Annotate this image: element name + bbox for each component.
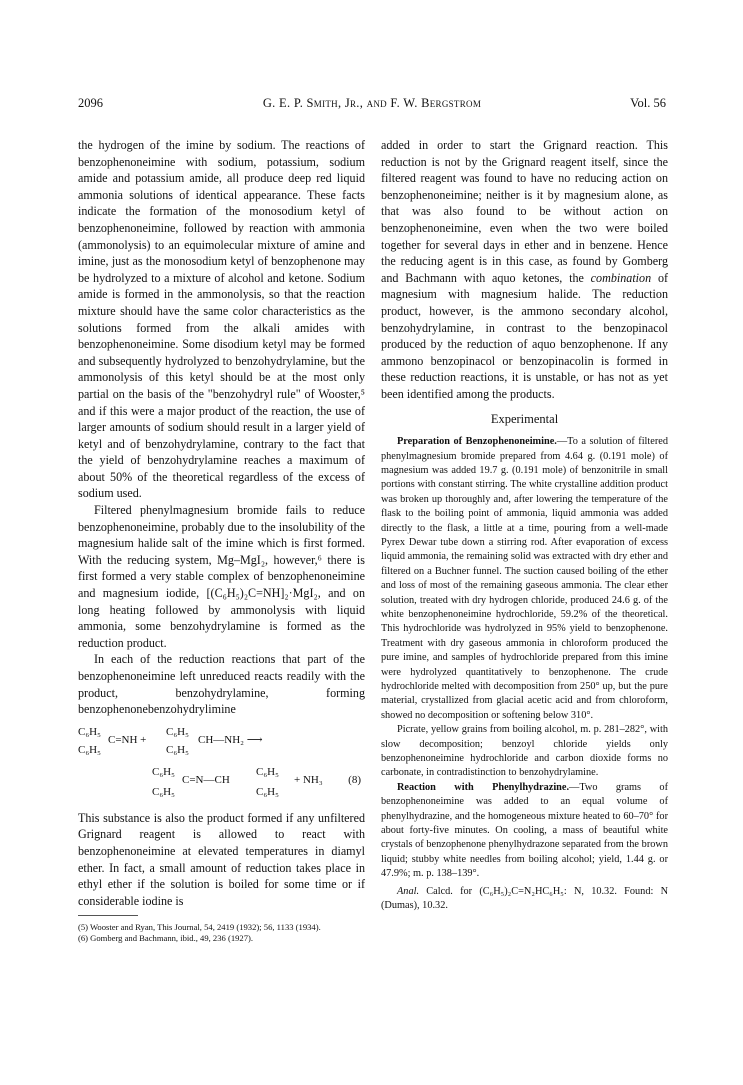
eq-text: C₆H₅ bbox=[152, 785, 175, 798]
paragraph: Picrate, yellow grains from boiling alcohol, m. p. 281–282°, with slow decomposition; benzoyl chloride yields only benzophenoneimine hydrochloride and carbon dioxide forms no carbonate, in contradistinction to benzohydrylamine. bbox=[381, 724, 668, 779]
paragraph: In each of the reduction reactions that part of the benzophenoneimine left unreduced reacts readily with the product, benzohydrylamine, forming benzophenonebenzohydrylimine bbox=[78, 652, 365, 717]
paragraph: the hydrogen of the imine by sodium. The reactions of benzophenoneimine with sodium, potassium, sodium amide and potassium amide, all produce deep red liquid ammonia solutions of identical appearance. These facts indicate the formation of the monosodium ketyl of benzophenoneimine, followed by reaction with ammonia (ammonolysis) to an equimolecular mixture of amine and imine, just as the monosodium ketyl of benzophenone may be hydrolyzed to a mixture of alcohol and ketone. Sodium amide is formed in the ammonolysis, so that the reaction mixture should have the same color characteristics as the solutions formed from the alkali amides with benzophenoneimine. Some disodium ketyl may be formed and subsequently hydrolyzed to benzohydrylamine, but the ammonolysis of this ketyl should be at the most only partial on the basis of the "benzohydryl rule" of Wooster,⁵ and if this were a major product of the reaction, the use of larger amounts of sodium should result in a larger yield of ketyl and of benzohydrylamine, contrary to the fact that the yield of benzohydrylamine reaches a maximum of about 50% of the theoretical regardless of the excess of sodium used. bbox=[78, 138, 365, 501]
text-span: Calcd. for (C₆H₅)₂C=N₂HC₆H₅: N, 10.32. Found: N (Dumas), 10.32. bbox=[381, 885, 669, 912]
experimental-section bbox=[381, 435, 668, 913]
run-in-heading: Preparation of Benzophenoneimine. bbox=[397, 436, 557, 448]
italic-span: Anal. bbox=[397, 885, 420, 897]
running-header bbox=[78, 96, 666, 116]
paragraph bbox=[381, 137, 668, 403]
text-span: —Two grams of benzophenoneimine was added to an equal volume of phenylhydrazine, and the homogeneous mixture heated to 60–70° for about forty-five minutes. On cooling, a mass of beautiful white crystals of benzophenone phenylhydrazone separated from the brown liquid; stubby white needles from boiling alcohol; yield, 1.44 g. or 47.9%; m. p. 138–139°. bbox=[381, 781, 668, 880]
section-heading: Experimental bbox=[490, 411, 559, 426]
paragraph bbox=[381, 781, 668, 882]
footnotes bbox=[78, 922, 365, 944]
paragraph bbox=[381, 435, 668, 723]
footnote-rule bbox=[78, 915, 138, 916]
eq-text: CH—NH₂ ⟶ bbox=[198, 733, 263, 746]
footnote-5: (5) Wooster and Ryan, This Journal, 54, 2419 (1932); 56, 1133 (1934). bbox=[78, 922, 321, 933]
eq-text: C=N—CH bbox=[182, 773, 230, 786]
run-in-heading: Reaction with Phenylhydrazine. bbox=[397, 781, 570, 793]
paragraph bbox=[381, 885, 668, 914]
eq-text: C₆H₅ bbox=[152, 765, 175, 778]
page-number: 2096 bbox=[78, 96, 103, 110]
eq-text: C₆H₅ bbox=[166, 743, 189, 756]
paragraph: Filtered phenylmagnesium bromide fails to reduce benzophenoneimine, probably due to the insolubility of the magnesium halide salt of the imine which is first formed. With the reducing system, Mg–MgI₂, however,⁶ there is first formed a very stable complex of benzophenoneimine and magnesium iodide, [(C₆H₅)₂C=NH]₂·MgI₂, and on long heating followed by ammonolysis with liquid ammonia, some benzohydrylamine is formed as the reduction product. bbox=[78, 503, 365, 650]
running-title: G. E. P. Smith, Jr., and F. W. Bergstrom bbox=[262, 96, 482, 110]
italic-span: combination bbox=[590, 270, 652, 285]
paragraph: This substance is also the product formed if any unfiltered Grignard reagent is allowed to react with benzophenoneimine at elevated temperatures in diamyl ether. In fact, a small amount of reduction takes place in ethyl ether if the solution is boiled for some time or if considerable iodine is bbox=[78, 810, 365, 908]
right-column bbox=[381, 137, 668, 914]
left-column bbox=[78, 137, 365, 944]
eq-text: C=NH + bbox=[108, 733, 147, 746]
volume-label: Vol. 56 bbox=[630, 96, 666, 110]
text-span: added in order to start the Grignard reaction. This reduction is not by the Grignard reagent itself, since the filtered reagent was found to have no reducing action on benzophenoneimine; neither is it by magnesium alone, as that was also found to be without action on benzophenoneimine, even when the two were boiled together for several days in ether and in benzene. Hence the reducing agent is in this case, as found by Gomberg and Bachmann with aquo ketones, the bbox=[381, 138, 668, 285]
equation-number: (8) bbox=[348, 773, 361, 786]
reaction-equation bbox=[78, 722, 365, 806]
eq-text: C₆H₅ bbox=[256, 785, 279, 798]
text-span: of magnesium with magnesium halide. The reduction product, however, is the ammono secondary alcohol, benzohydrylamine, in contrast to the benzopinacol produced by the reduction of aquo benzophenone. If any ammono benzopinacol or benzopinacolin is formed in these reduction reactions, it is unstable, or has not as yet been identified among the products. bbox=[381, 270, 669, 401]
eq-text: C₆H₅ bbox=[78, 743, 101, 756]
eq-text: C₆H₅ bbox=[78, 725, 101, 738]
footnote-6: (6) Gomberg and Bachmann, ibid., 49, 236 (1927). bbox=[78, 933, 254, 944]
eq-text: + NH₃ bbox=[294, 773, 323, 786]
text-span: —To a solution of filtered phenylmagnesium bromide prepared from 4.64 g. (0.191 mole) of magnesium was added 19.7 g. (0.191 mole) of benzonitrile in small portions with constant stirring. The white crystalline addition product was broken up thoroughly and, after lowering the temperature of the flask to the boiling point of ammonia, liquid ammonia was added directly to the flask, a little at a time, pouring from a well-made Pyrex Dewar tube down a stirring rod. After evaporation of excess liquid ammonia, the remaining solid was extracted with dry ether and filtered on a Buchner funnel. The suction caused boiling of the ether and loss of most of the remaining gaseous ammonia. The clear ether solution, treated with dry hydrogen chloride, produced 24.6 g. of the white benzophenoneimine hydrochloride, 59.2% of the theoretical. This hydrochloride was hydrolyzed in 95% yield to benzophenone. Treatment with dry gaseous ammonia in chloroform produced the pure imine, and samples of hydrochloride prepared from this imine were hydrolyzed quantitatively to benzophenone. The crude hydrochloride melted with decomposition from 250° up, but the pure material, crystallized from glacial acetic acid and from chloroform, showed no decomposition or softening below 310°. bbox=[381, 436, 668, 721]
eq-text: C₆H₅ bbox=[256, 765, 279, 778]
eq-text: C₆H₅ bbox=[166, 725, 189, 738]
